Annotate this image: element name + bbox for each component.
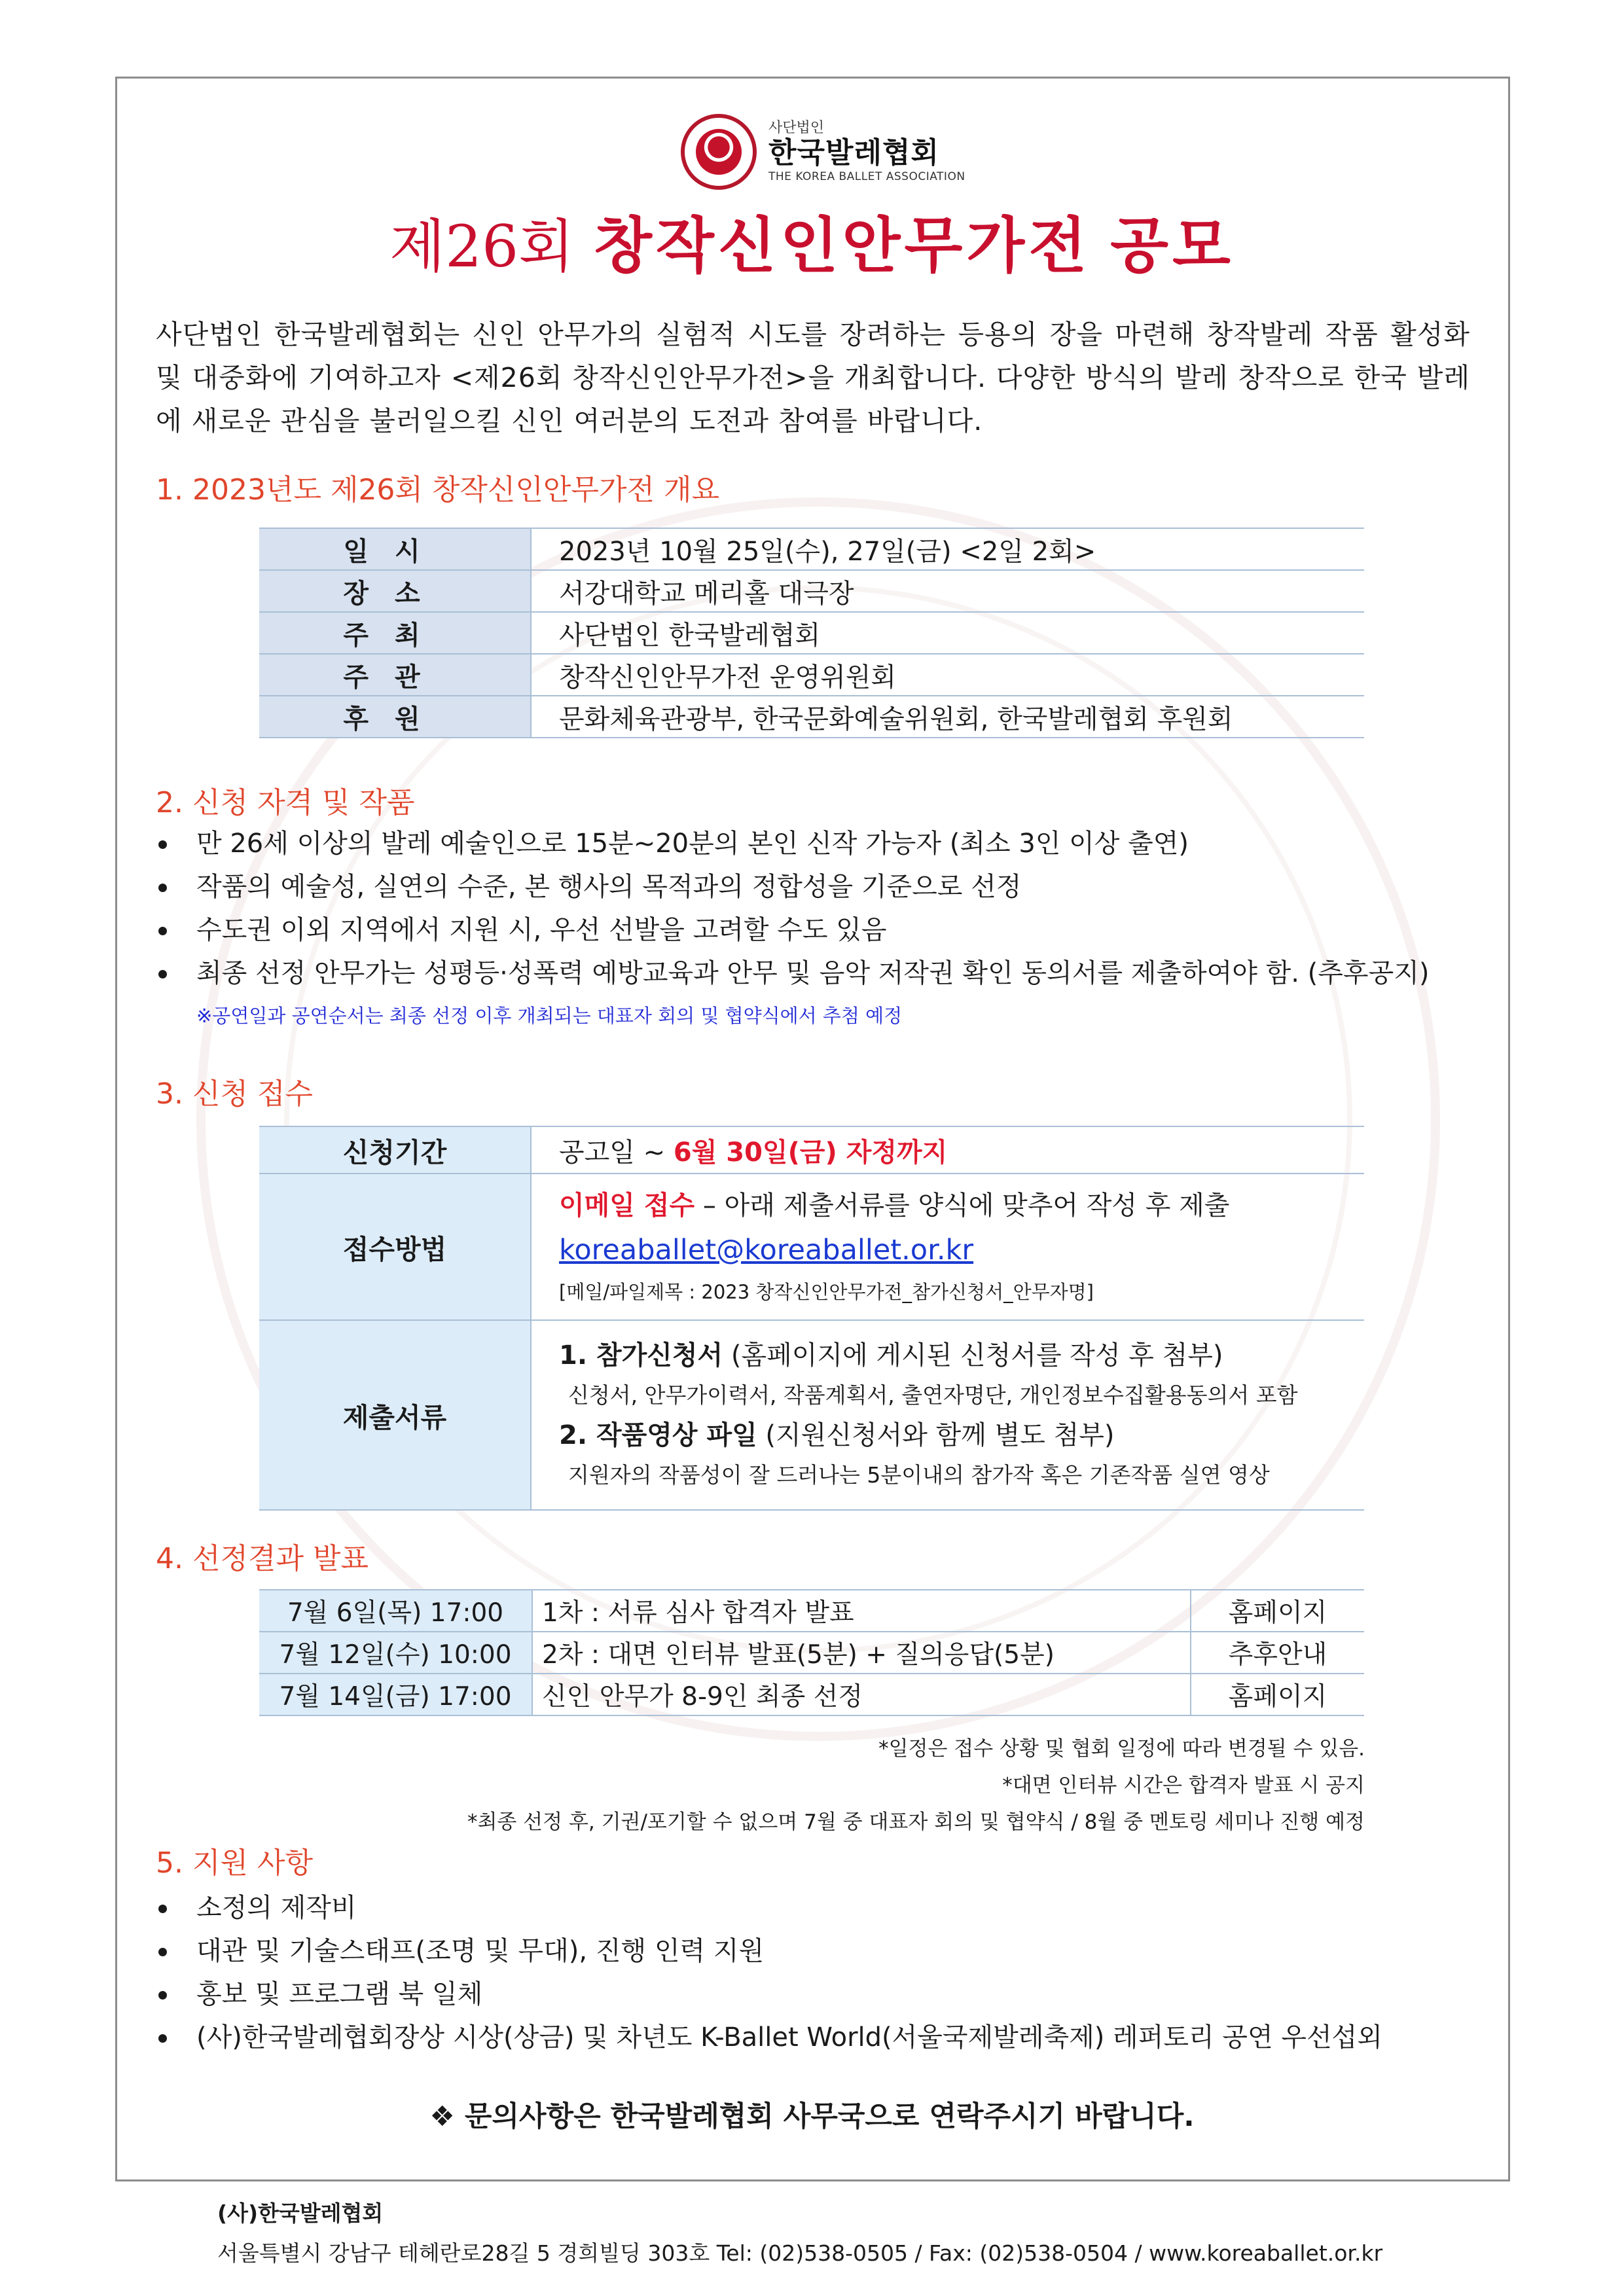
footer-address: 서울특별시 강남구 테헤란로28길 5 경희빌딩 303호 Tel: (02)538-0505 / Fax: (02)538-0504 / www.koreaballet.or.kr [217, 2240, 1383, 2266]
result-where: 홈페이지 [1191, 1674, 1364, 1715]
docs-value [531, 1320, 1364, 1510]
logo-text [768, 120, 965, 184]
method-desc: – 아래 제출서류를 양식에 맞추어 작성 후 제출 [695, 1190, 1230, 1221]
method-line [559, 1183, 1364, 1228]
result-desc-text: 2차 : 대면 인터뷰 발표(5분) + 질의응답(5분) [542, 1640, 1055, 1670]
section1-title: 1. 2023년도 제26회 창작신인안무가전 개요 [156, 473, 719, 507]
logo-sub: 사단법인 [768, 120, 825, 136]
overview-value: 창작신인안무가전 운영위원회 [531, 654, 1364, 696]
period-label: 신청기간 [259, 1126, 531, 1174]
table-row [259, 1674, 1364, 1715]
result-date: 7월 6일(목) 17:00 [259, 1590, 532, 1632]
doc2-sub: 지원자의 작품성이 잘 드러나는 5분이내의 참가작 혹은 기존작품 실연 영상 [568, 1462, 1270, 1488]
result-date: 7월 12일(수) 10:00 [259, 1632, 532, 1674]
list-item: 소정의 제작비 [156, 1886, 1382, 1929]
footnote-1: *일정은 접수 상황 및 협회 일정에 따라 변경될 수 있음. [878, 1737, 1365, 1761]
logo-name: 한국발레협회 [768, 136, 940, 170]
table-row [259, 528, 1364, 570]
overview-value: 사단법인 한국발레협회 [531, 612, 1364, 654]
method-value [531, 1174, 1364, 1320]
overview-table [259, 528, 1364, 738]
doc2-desc: (지원신청서와 함께 별도 첨부) [757, 1420, 1115, 1450]
section5-title: 5. 지원 사항 [156, 1846, 313, 1880]
schedule-note: ※공연일과 공연순서는 최종 선정 이후 개최되는 대표자 회의 및 협약식에서 추첨 예정 [196, 1005, 903, 1027]
list-item: 만 26세 이상의 발레 예술인으로 15분~20분의 본인 신작 가능자 (최소 3인 이상 출연) [156, 822, 1429, 865]
deadline: 6월 30일(금) 자정까지 [673, 1137, 948, 1168]
intro-paragraph: 사단법인 한국발레협회는 신인 안무가의 실험적 시도를 장려하는 등용의 장을 마련해 창작발레 작품 활성화 및 대중화에 기여하고자 <제26회 창작신인안무가전>을 개최합니다. 다양한 방식의 발레 창작으로 한국 발레에 새로운 관심을 불러일으킬 신인 여러분의 도전과 참여를 바랍니다. [156, 319, 1470, 437]
section3-title: 3. 신청 접수 [156, 1077, 313, 1111]
doc2-title: 2. 작품영상 파일 [559, 1420, 757, 1450]
table-row [259, 1174, 1364, 1320]
result-where: 추후안내 [1191, 1632, 1364, 1674]
doc1-desc: (홈페이지에 게시된 신청서를 작성 후 첨부) [723, 1340, 1223, 1371]
title-main: 창작신인안무가전 [594, 210, 1091, 281]
footer-org-name: (사)한국발레협회 [217, 2200, 384, 2226]
result-date: 7월 14일(금) 17:00 [259, 1674, 532, 1715]
list-item: 작품의 예술성, 실연의 수준, 본 행사의 목적과의 정합성을 기준으로 선정 [156, 865, 1429, 908]
overview-value: 문화체육관광부, 한국문화예술위원회, 한국발레협회 후원회 [531, 696, 1364, 738]
footnote-3: *최종 선정 후, 기권/포기할 수 없으며 7월 중 대표자 회의 및 협약식 / 8월 중 멘토링 세미나 진행 예정 [467, 1810, 1365, 1834]
result-desc [532, 1632, 1191, 1674]
results-table [259, 1589, 1364, 1716]
footnote-2: *대면 인터뷰 시간은 합격자 발표 시 공지 [1002, 1774, 1365, 1797]
overview-label: 일시 [259, 528, 531, 570]
list-item: 홍보 및 프로그램 북 일체 [156, 1973, 1382, 2016]
list-item: 대관 및 기술스태프(조명 및 무대), 진행 인력 지원 [156, 1929, 1382, 1973]
overview-label: 주관 [259, 654, 531, 696]
table-row [259, 654, 1364, 696]
table-row [259, 1632, 1364, 1674]
period-value [531, 1126, 1364, 1174]
email-line [559, 1228, 1364, 1273]
result-where: 홈페이지 [1191, 1590, 1364, 1632]
list-item: 수도권 이외 지역에서 지원 시, 우선 선발을 고려할 수도 있음 [156, 908, 1429, 952]
email-link[interactable]: koreaballet@koreaballet.or.kr [559, 1233, 974, 1266]
logo-english: THE KOREA BALLET ASSOCIATION [768, 170, 965, 183]
period-prefix: 공고일 ~ [559, 1137, 674, 1168]
table-row [259, 1590, 1364, 1632]
doc1-sub: 신청서, 안무가이력서, 작품계획서, 출연자명단, 개인정보수집활용동의서 포함 [568, 1382, 1298, 1408]
email-submit: 이메일 접수 [559, 1190, 695, 1221]
support-list [156, 1886, 1382, 2059]
page-title [0, 209, 1624, 283]
overview-label: 장소 [259, 570, 531, 612]
method-label: 접수방법 [259, 1174, 531, 1320]
overview-label: 후원 [259, 696, 531, 738]
overview-value: 2023년 10월 25일(수), 27일(금) <2일 2회> [531, 528, 1364, 570]
table-row [259, 612, 1364, 654]
ballet-emblem-icon [681, 114, 757, 190]
table-row [259, 696, 1364, 738]
table-row [259, 1126, 1364, 1174]
contact-notice: ❖ 문의사항은 한국발레협회 사무국으로 연락주시기 바랍니다. [429, 2100, 1195, 2133]
application-table [259, 1126, 1364, 1511]
section2-title: 2. 신청 자격 및 작품 [156, 786, 415, 819]
docs-label: 제출서류 [259, 1320, 531, 1510]
table-row [259, 1320, 1364, 1510]
overview-label: 주최 [259, 612, 531, 654]
overview-value: 서강대학교 메리홀 대극장 [531, 570, 1364, 612]
list-item: 최종 선정 안무가는 성평등·성폭력 예방교육과 안무 및 음악 저작권 확인 동의서를 제출하여야 함. (추후공지) [156, 952, 1429, 995]
eligibility-list [156, 822, 1429, 995]
result-desc: 1차 : 서류 심사 합격자 발표 [532, 1590, 1191, 1632]
section4-title: 4. 선정결과 발표 [156, 1542, 369, 1575]
doc1-title: 1. 참가신청서 [559, 1340, 723, 1371]
title-edition: 제26회 [389, 213, 575, 280]
title-suffix: 공모 [1110, 210, 1235, 281]
mail-subject: [메일/파일제목 : 2023 창작신인안무가전_참가신청서_안무자명] [559, 1280, 1094, 1303]
table-row [259, 570, 1364, 612]
result-desc: 신인 안무가 8-9인 최종 선정 [532, 1674, 1191, 1715]
doc1 [559, 1335, 1364, 1376]
list-item: (사)한국발레협회장상 시상(상금) 및 차년도 K-Ballet World(서울국제발레축제) 레퍼토리 공연 우선섭외 [156, 2016, 1382, 2059]
association-logo [681, 113, 965, 191]
doc2 [559, 1415, 1364, 1456]
